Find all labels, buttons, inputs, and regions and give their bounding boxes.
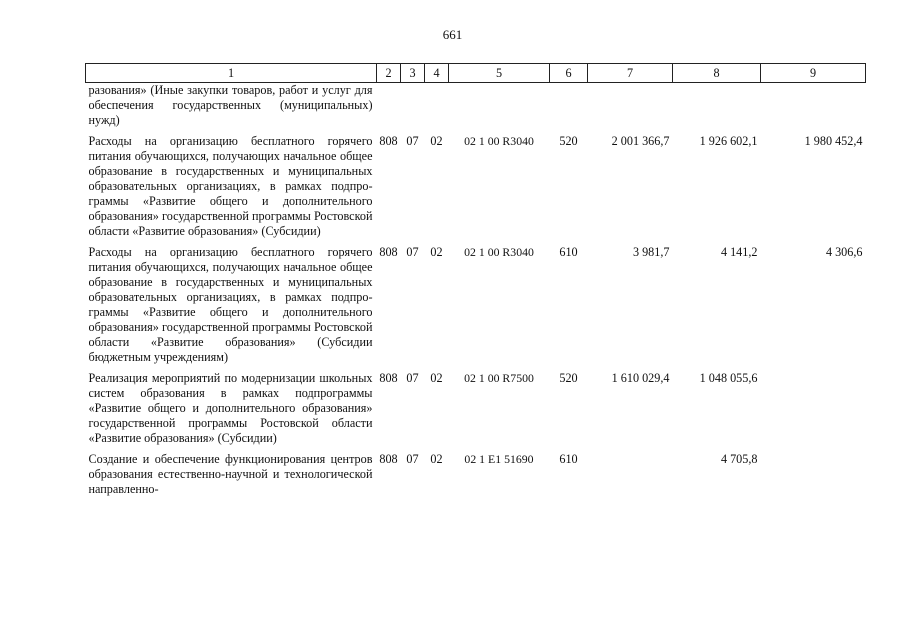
row-ministry: 808 (379, 245, 398, 259)
row-name: Реализация мероприятий по модернизации школьных систем образования в рамках подпрограммы «Развитие общего и дополнительного образования» государственной программы Ростовской области «Развитие образования» (Субсидии) (88, 371, 373, 445)
table-row (86, 239, 866, 365)
row-amount-2 (673, 83, 761, 129)
header-col-3: 3 (401, 64, 425, 83)
row-section: 07 (406, 245, 419, 259)
header-col-5: 5 (449, 64, 550, 83)
row-amount-3: 4 306,6 (825, 245, 863, 259)
row-name: Расходы на организацию бесплатного горячего питания обучающихся, получающих начальное общее образование в государственных и муниципальных образовательных организациях, в рамках подпрограммы «Развитие общего и дополнительного образования» государственной программы Ростовской области «Развитие образования» (Субсидии) (88, 134, 373, 238)
header-col-9: 9 (761, 64, 866, 83)
row-amount-3 (761, 365, 866, 446)
row-section: 07 (406, 452, 419, 466)
row-amount-1: 3 981,7 (632, 245, 670, 259)
row-subsection: 02 (430, 245, 443, 259)
row-target-code: 02 1 00 R7500 (464, 371, 534, 385)
row-target-code (449, 83, 550, 129)
row-name: разования» (Иные закупки товаров, работ и услуг для обеспечения государственных (муниципальных) нужд) (88, 83, 373, 127)
header-col-6: 6 (550, 64, 588, 83)
row-amount-1: 2 001 366,7 (611, 134, 670, 148)
row-amount-2: 1 926 602,1 (699, 134, 758, 148)
row-name: Расходы на организацию бесплатного горячего питания обучающихся, получающих начальное общее образование в государственных и муниципальных образовательных организациях, в рамках подпрограммы «Развитие общего и дополнительного образования» государственной программы Ростовской области «Развитие образования» (Субсидии бюджетным учреждениям) (88, 245, 373, 364)
row-amount-2: 4 141,2 (720, 245, 758, 259)
row-expense-type: 520 (559, 371, 578, 385)
header-col-7: 7 (588, 64, 673, 83)
table-row (86, 83, 866, 129)
row-ministry: 808 (379, 371, 398, 385)
header-row (86, 64, 866, 83)
row-section: 07 (406, 371, 419, 385)
row-subsection (425, 83, 449, 129)
row-expense-type: 610 (559, 245, 578, 259)
row-target-code: 02 1 00 R3040 (464, 134, 534, 148)
page-number: 661 (442, 27, 463, 42)
row-amount-2: 4 705,8 (720, 452, 758, 466)
row-subsection: 02 (430, 134, 443, 148)
row-ministry: 808 (379, 134, 398, 148)
row-expense-type: 610 (559, 452, 578, 466)
row-expense-type (550, 83, 588, 129)
header-col-2: 2 (377, 64, 401, 83)
row-amount-2: 1 048 055,6 (699, 371, 758, 385)
row-expense-type: 520 (559, 134, 578, 148)
row-section: 07 (406, 134, 419, 148)
budget-table (85, 63, 866, 497)
row-target-code: 02 1 00 R3040 (464, 245, 534, 259)
row-ministry (377, 83, 401, 129)
table-row (86, 128, 866, 239)
row-target-code: 02 1 E1 51690 (464, 452, 534, 466)
header-col-8: 8 (673, 64, 761, 83)
row-section (401, 83, 425, 129)
row-name: Создание и обеспечение функционирования центров образования естественно-научной и технологической направленно- (88, 452, 373, 496)
row-amount-3 (761, 83, 866, 129)
header-col-1: 1 (86, 64, 377, 83)
table-row (86, 446, 866, 497)
row-subsection: 02 (430, 371, 443, 385)
row-ministry: 808 (379, 452, 398, 466)
header-col-4: 4 (425, 64, 449, 83)
row-amount-3: 1 980 452,4 (804, 134, 863, 148)
row-amount-3 (761, 446, 866, 497)
table-row (86, 365, 866, 446)
row-subsection: 02 (430, 452, 443, 466)
row-amount-1: 1 610 029,4 (611, 371, 670, 385)
row-amount-1 (588, 83, 673, 129)
row-amount-1 (588, 446, 673, 497)
